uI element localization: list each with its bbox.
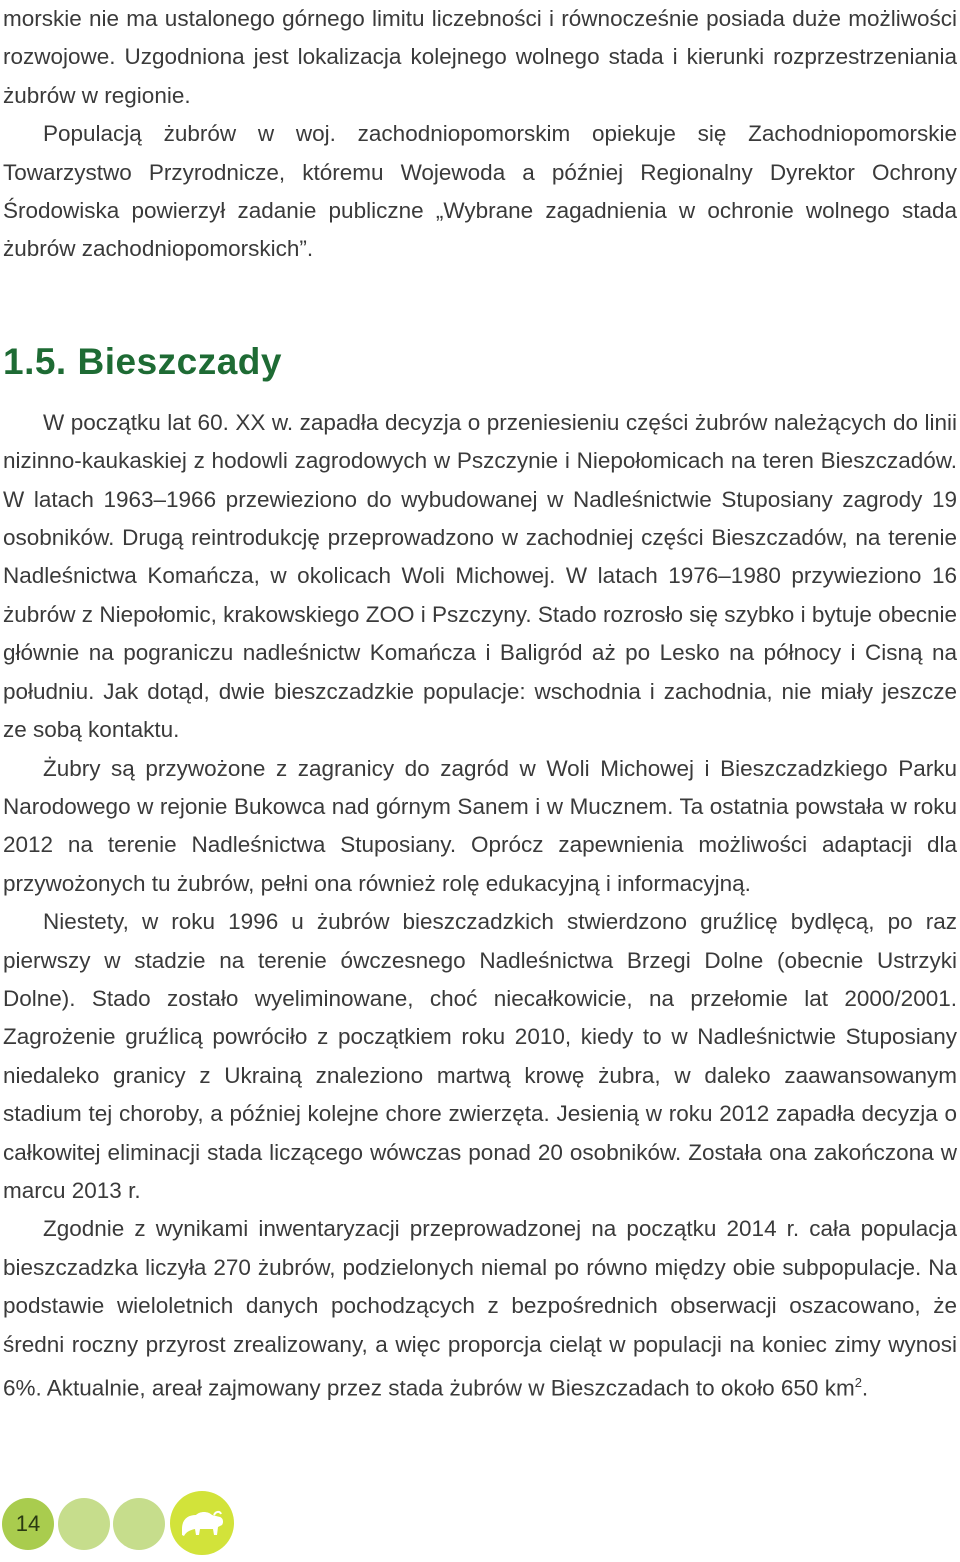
paragraph xyxy=(3,1210,957,1408)
superscript: 2 xyxy=(854,1375,862,1390)
page-footer xyxy=(0,1488,260,1562)
paragraph: W początku lat 60. XX w. zapadła decyzja o przeniesieniu części żubrów należących do linii nizinno-kaukaskiej z hodowli zagrodowych w Pszczynie i Niepołomicach na teren Bieszczadów. W latach 1963–1966 przewieziono do wybudowanej w Nadleśnictwie Stuposiany zagrody 19 osobników. Drugą reintrodukcję przeprowadzono w zachodniej części Bieszczadów, na terenie Nadleśnictwa Komańcza, w okolicach Woli Michowej. W latach 1976–1980 przywieziono 16 żubrów z Niepołomic, krakowskiego ZOO i Pszczyny. Stado rozrosło się szybko i bytuje obecnie głównie na pograniczu nadleśnictw Komańcza i Baligród aż po Lesko na północy i Cisną na południu. Jak dotąd, dwie bieszczadzkie populacje: wschodnia i zachodnia, nie miały jeszcze ze sobą kontaktu. xyxy=(3,409,957,743)
intro-text xyxy=(3,0,957,269)
decorative-circle xyxy=(58,1498,110,1550)
paragraph: Populacją żubrów w woj. zachodniopomorskim opiekuje się Zachodniopomorskie Towarzystwo Przyrodnicze, któremu Wojewoda a później Regionalny Dyrektor Ochrony Środowiska powierzył zadanie publiczne „Wybrane zagadnienia w ochronie wolnego stada żubrów zachodniopomorskich”. xyxy=(3,121,957,262)
section-body xyxy=(3,404,957,1408)
page-number: 14 xyxy=(2,1498,54,1550)
paragraph-end: . xyxy=(861,1375,869,1401)
bison-icon xyxy=(170,1491,234,1555)
paragraph-text: Zgodnie z wynikami inwentaryzacji przeprowadzonej na początku 2014 r. cała populacja bieszczadzka liczyła 270 żubrów, podzielonych niemal po równo między obie subpopulacje. Na podstawie wieloletnich danych pochodzących z bezpośrednich obserwacji oszacowano, że średni roczny przyrost zrealizowany, a więc proporcja cieląt w populacji na koniec zimy wynosi 6%. Aktualnie, areał zajmowany przez stada żubrów w Bieszczadach to około 650 km xyxy=(3,1216,957,1401)
decorative-circle xyxy=(113,1498,165,1550)
paragraph: morskie nie ma ustalonego górnego limitu liczebności i równocześnie posiada duże możliwości rozwojowe. Uzgodniona jest lokalizacja kolejnego wolnego stada i kierunki rozprzestrzeniania żubrów w regionie. xyxy=(3,6,957,108)
paragraph: Niestety, w roku 1996 u żubrów bieszczadzkich stwierdzono gruźlicę bydlęcą, po raz pierwszy w stadzie na terenie ówczesnego Nadleśnictwa Brzegi Dolne (obecnie Ustrzyki Dolne). Stado zostało wyeliminowane, choć niecałkowicie, na przełomie lat 2000/2001. Zagrożenie gruźlicą powróciło z początkiem roku 2010, kiedy to w Nadleśnictwie Stuposiany niedaleko granicy z Ukrainą znaleziono martwą krowę żubra, w daleko zaawansowanym stadium tej choroby, a później kolejne chore zwierzęta. Jesienią w roku 2012 zapadła decyzja o całkowitej eliminacji stada liczącego wówczas ponad 20 osobników. Została ona zakończona w marcu 2013 r. xyxy=(3,909,957,1203)
section-heading: 1.5. Bieszczady xyxy=(3,340,282,382)
page-content xyxy=(3,0,957,1408)
logo-badge xyxy=(170,1491,234,1555)
paragraph: Żubry są przywożone z zagranicy do zagród w Woli Michowej i Bieszczadzkiego Parku Narodowego w rejonie Bukowca nad górnym Sanem i w Mucznem. Ta ostatnia powstała w roku 2012 na terenie Nadleśnictwa Stuposiany. Oprócz zapewnienia możliwości adaptacji dla przywożonych tu żubrów, pełni ona również rolę edukacyjną i informacyjną. xyxy=(3,755,957,896)
